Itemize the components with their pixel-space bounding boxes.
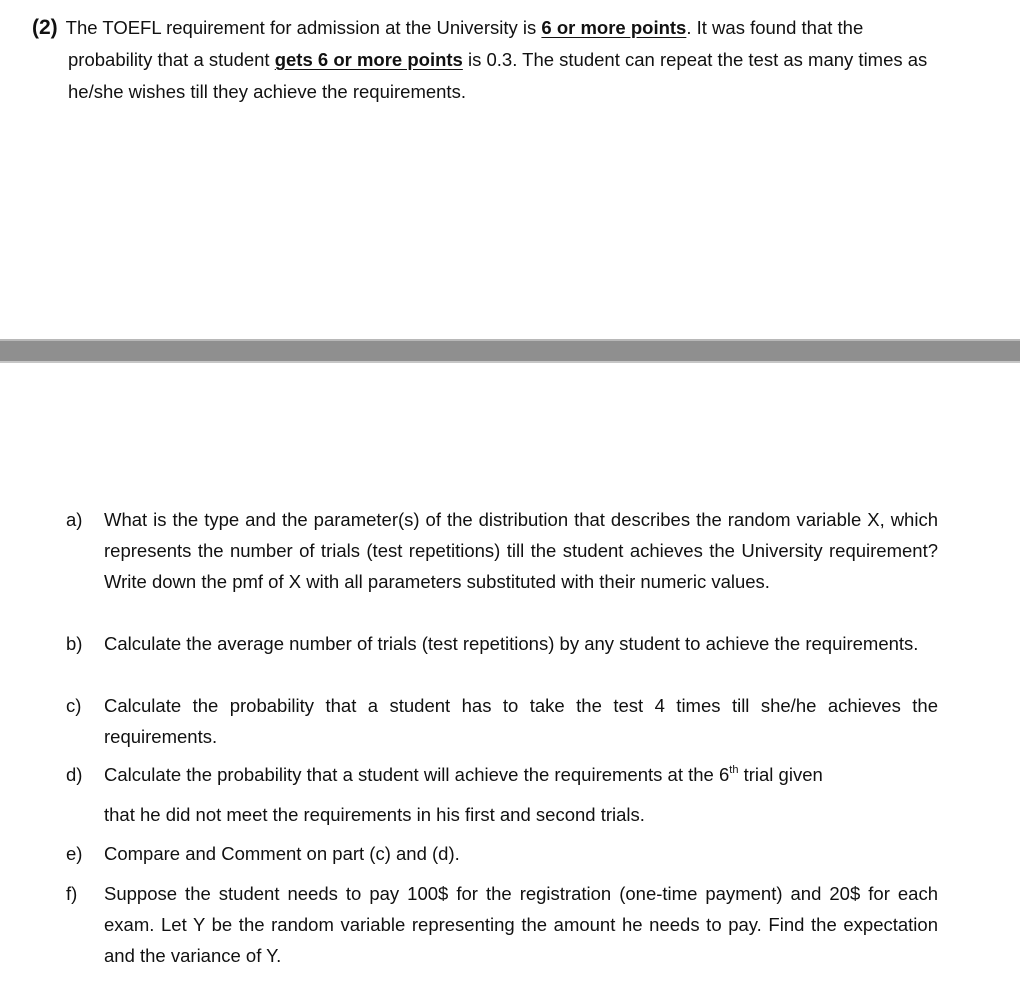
requirement-emphasis: 6 or more points <box>541 17 687 38</box>
problem-body <box>32 44 942 108</box>
problem-text-part: is 0.3. The student can repeat the test as many times as he/she wishes till they achieve the requirements. <box>68 49 928 102</box>
question-text: Calculate the average number of trials (test repetitions) by any student to achieve the requirements. <box>104 633 919 654</box>
problem-number: (2) <box>32 16 58 39</box>
problem-statement <box>32 12 942 108</box>
question-label: a) <box>66 509 83 530</box>
question-label: d) <box>66 764 83 785</box>
question-text: Suppose the student needs to pay 100$ for the registration (one-time payment) and 20$ for each exam. Let Y be the random variable representing the amount he needs to pay. Find the expectation and the variance of Y. <box>104 883 938 966</box>
question-label: f) <box>66 883 78 904</box>
problem-line-1 <box>32 12 942 44</box>
question-b <box>66 628 938 659</box>
question-label: e) <box>66 843 83 864</box>
divider-shadow <box>0 361 1020 363</box>
problem-text-part: . It was found that the <box>686 17 864 38</box>
question-c <box>66 690 938 752</box>
question-a <box>66 504 938 597</box>
question-text-part: that he did not meet the requirements in his first and second trials. <box>104 804 645 825</box>
question-text-part: trial given <box>738 764 823 785</box>
question-label: c) <box>66 695 82 716</box>
question-label: b) <box>66 633 83 654</box>
success-emphasis: gets 6 or more points <box>274 49 463 70</box>
question-d <box>66 755 938 835</box>
question-text-part: Calculate the probability that a student will achieve the requirements at the 6 <box>104 764 730 785</box>
problem-text-part: probability that a student <box>68 49 275 70</box>
question-e <box>66 838 938 869</box>
question-text: Compare and Comment on part (c) and (d). <box>104 843 460 864</box>
question-text: What is the type and the parameter(s) of the distribution that describes the random variable X, which represents the number of trials (test repetitions) till the student achieves the University requirement? Write down the pmf of X with all parameters substituted with their numeric values. <box>104 509 938 592</box>
question-f <box>66 878 938 971</box>
section-divider <box>0 341 1020 361</box>
question-text <box>104 755 938 835</box>
problem-text-part: The TOEFL requirement for admission at the University is <box>65 17 542 38</box>
ordinal-suffix: th <box>729 764 739 776</box>
question-text: Calculate the probability that a student has to take the test 4 times till she/he achieves the requirements. <box>104 695 938 747</box>
